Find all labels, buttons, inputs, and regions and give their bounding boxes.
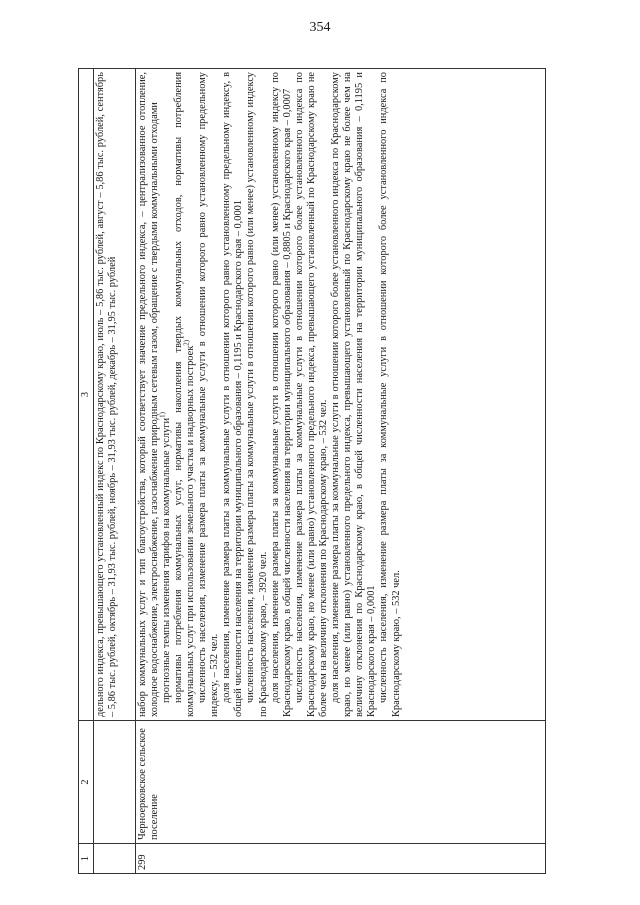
header-col-3: [79, 69, 94, 721]
paragraph-tariffs: [158, 72, 173, 717]
continuation-row: [94, 69, 135, 874]
rotated-table-region: [78, 68, 546, 874]
row-number: 299: [135, 844, 545, 874]
paragraph: численность населения, изменение размера платы за коммунальные услуги в отношении которого более установленного индекса по Краснодарскому краю, – 532 чел.: [378, 72, 402, 717]
page-number: 354: [309, 20, 331, 35]
continuation-number-cell: [94, 844, 135, 874]
footnote-mark: 2): [182, 339, 191, 346]
header-col-1: 1: [79, 844, 94, 874]
paragraph: доля населения, изменение размера платы за коммунальные услуги в отношении которого более установленного индекса по Краснодарскому краю, но менее (или равно) установленного предельного индекса, превышающего установленный по Краснодарскому краю не более чем на величину отклонения по Краснодарскому краю, в общей численности населения на территории муниципального образования – 0,1195 и Краснодарского края – 0,0001: [330, 72, 378, 717]
header-row: [79, 69, 94, 874]
paragraph: набор коммунальных услуг и тип благоустройства, который соответствует значение предельного индекса, – централизованное отопление, холодное водоснабжение, электроснабжение, газоснабжение природным сетевым газом, обращение с твердыми коммунальными отходами: [136, 72, 160, 717]
continuation-text-cell: [94, 69, 135, 721]
continuation-name-cell: [94, 721, 135, 844]
header-col-2: 2: [79, 721, 94, 844]
header-col-3-label: 3: [80, 391, 91, 398]
settlement-name: Черноерковское сельское поселение: [135, 721, 545, 844]
paragraph-norms: [173, 72, 197, 717]
paragraph: доля населения, изменение размера платы за коммунальные услуги в отношении которого равно (или менее) установленному индексу по Краснодарскому краю, в общей численности населения на территории муниципального образования – 0,8805 и Краснодарского края – 0,0007: [269, 72, 293, 717]
continuation-text: дельного индекса, превышающего установленный индекс по Краснодарскому краю, июль – 5,86 тыс. рублей, август – 5,86 тыс. рублей, сентябрь – 5,86 тыс. рублей, октябрь – 31,93 тыс. рублей, ноябрь – 31,93 тыс. рублей, декабрь – 31,95 тыс. рублей: [95, 72, 119, 717]
paragraph-text: нормативы потребления коммунальных услуг, нормативы накопления твердых коммунальных отходов, нормативы потребления коммунальных услуг при использовании земельного участка и надворных построек: [172, 72, 196, 717]
paragraph-text: прогнозные темпы изменения тарифов на коммунальные услуги: [160, 417, 172, 703]
row-content: [135, 69, 545, 721]
tariff-table: [78, 68, 546, 874]
paragraph: численность населения, изменение размера платы за коммунальные услуги в отношении которого равно (или менее) установленному индексу по Краснодарскому краю, – 3920 чел.: [245, 72, 269, 717]
table-row: [135, 69, 545, 874]
paragraph: доля населения, изменение размера платы за коммунальные услуги в отношении которого равно установленному предельному индексу, в общей численности населения на территории муниципального образования – 0,1195 и Краснодарского края – 0,0001: [221, 72, 245, 717]
footnote-mark: 1): [158, 412, 167, 418]
paragraph: численность населения, изменение размера платы за коммунальные услуги в отношении которого более установленного индекса по Краснодарскому краю, но менее (или равно) установленного предельного индекса, превышающего установленный по Краснодарскому краю не более чем на величину отклонения по Краснодарскому краю, – 532 чел.: [293, 72, 329, 717]
paragraph: численность населения, изменение размера платы за коммунальные услуги в отношении которого равно установленному предельному индексу, – 532 чел.: [197, 72, 221, 717]
rotated-table: [78, 68, 546, 874]
